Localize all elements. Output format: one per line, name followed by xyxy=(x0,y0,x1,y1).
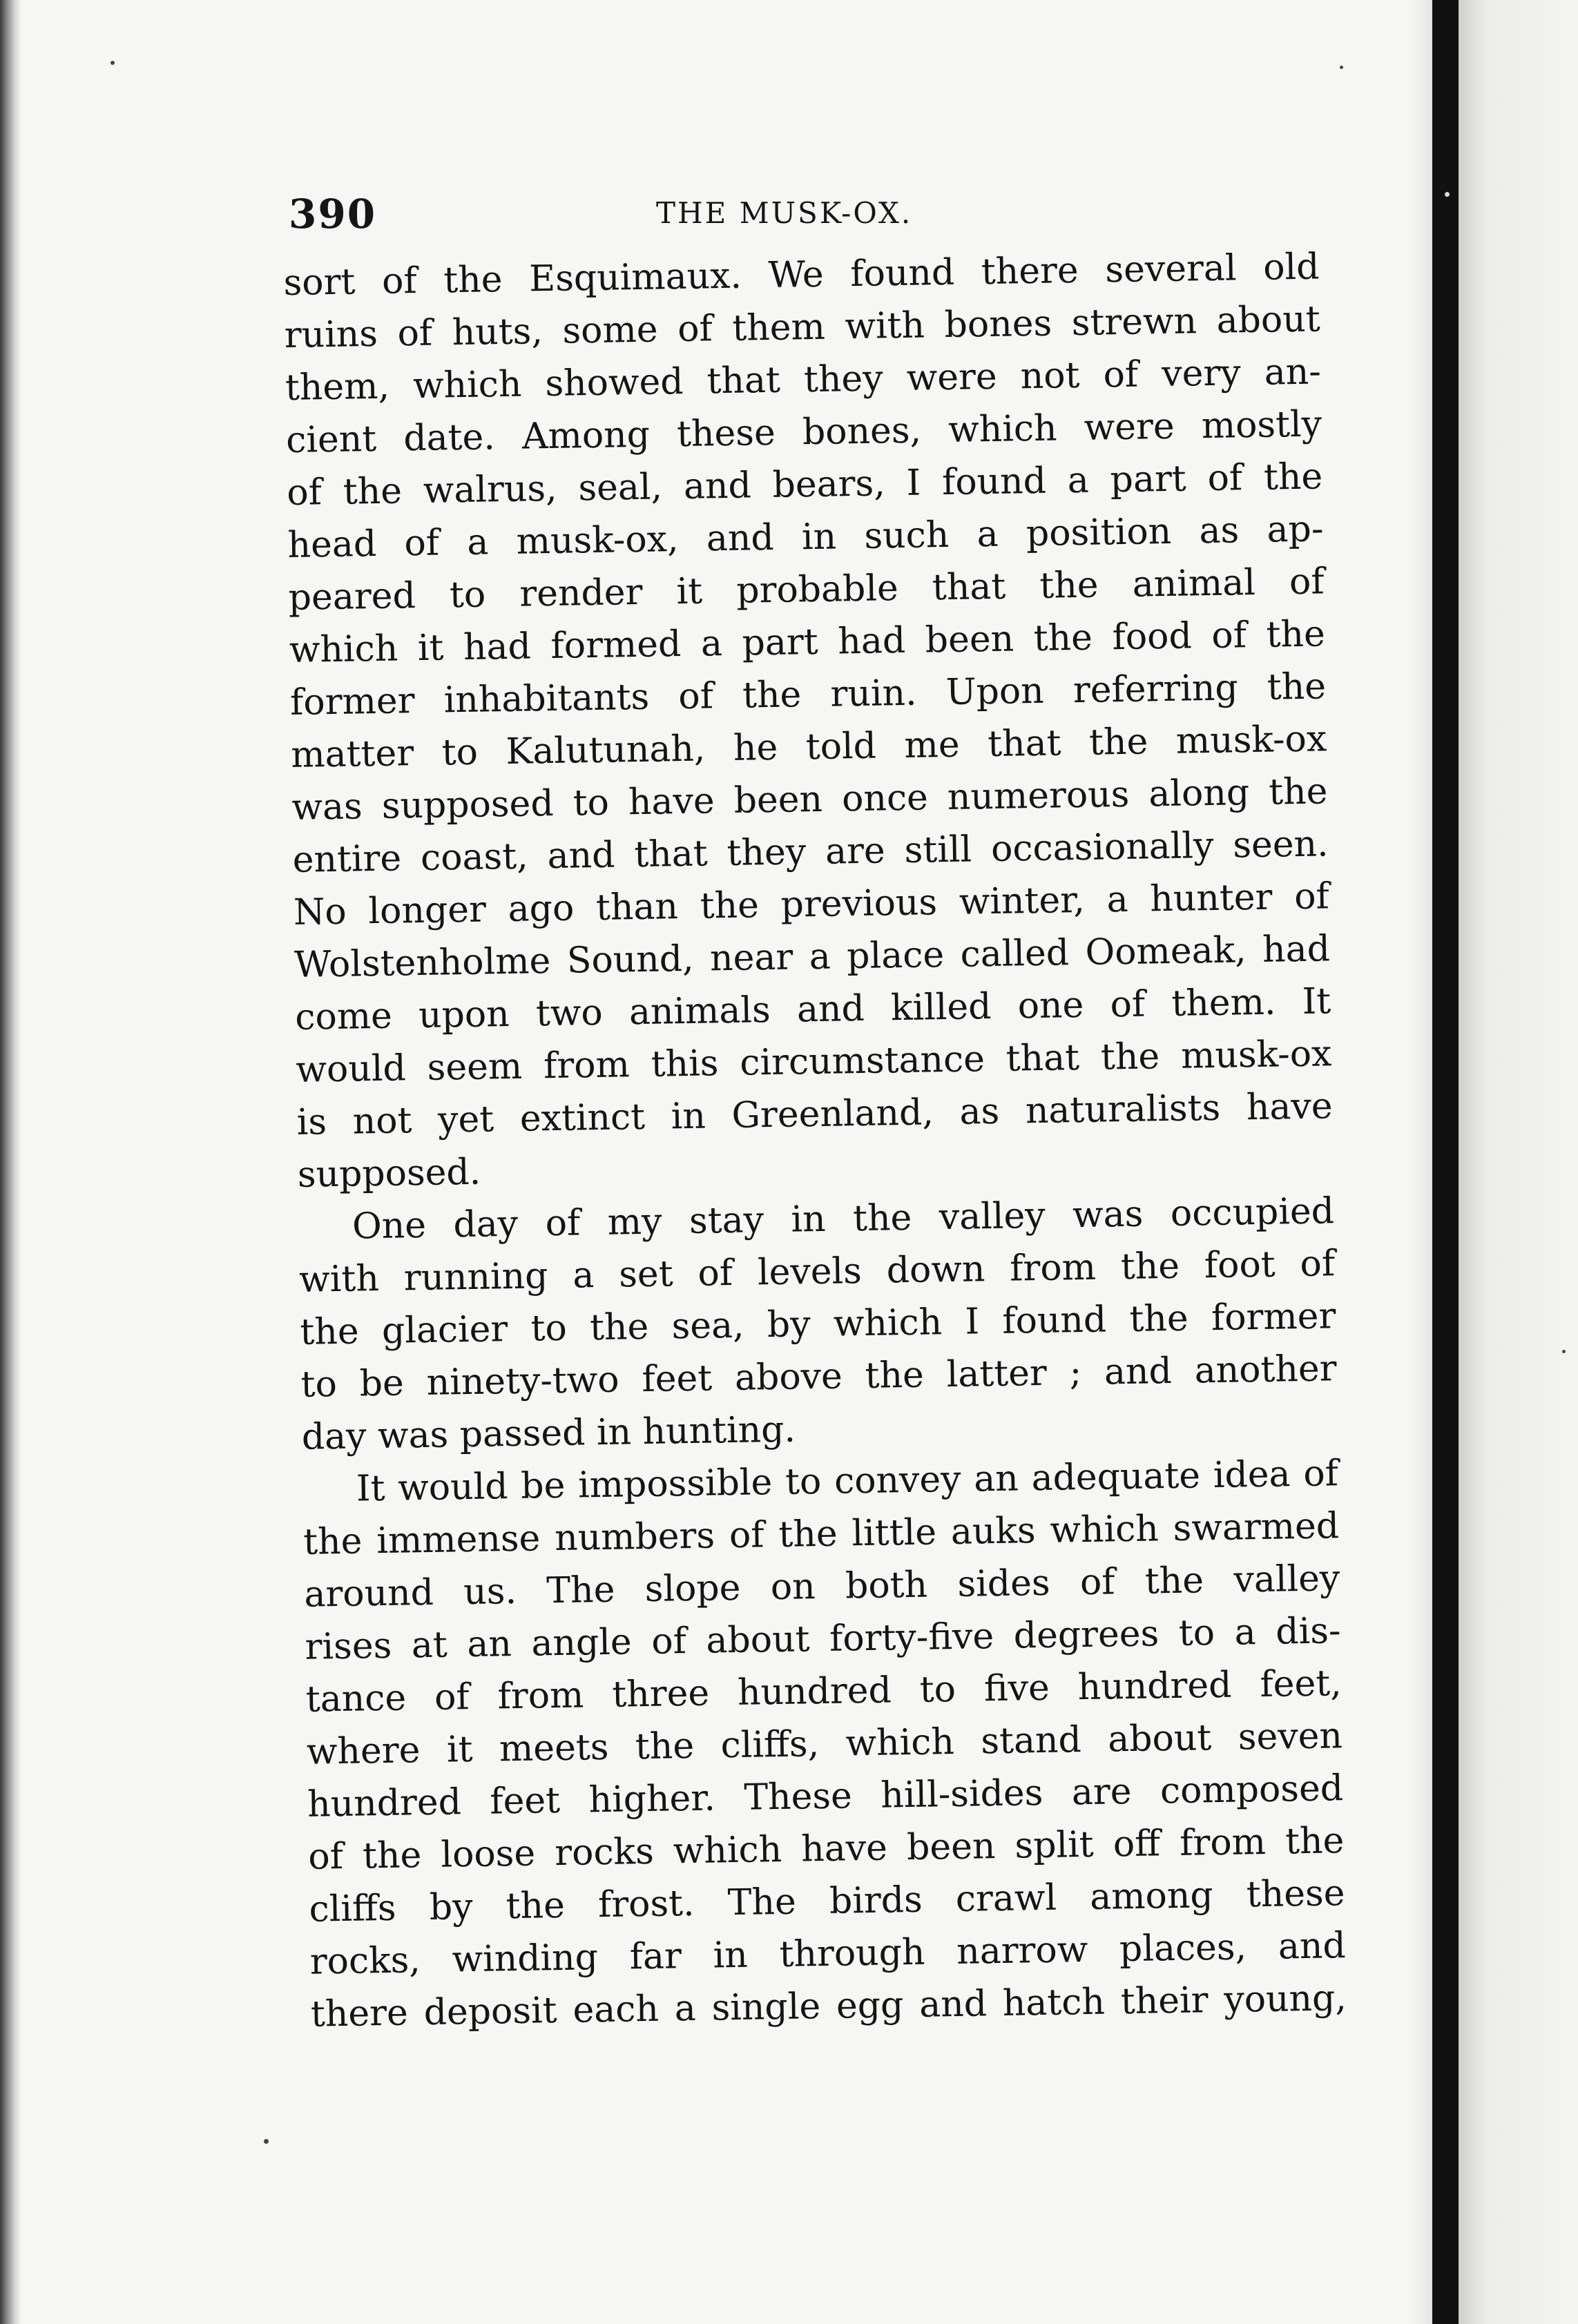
text-line: where it meets the cliffs, which stand about seven xyxy=(306,1715,1343,1773)
text-line: No longer ago than the previous winter, a hunter of xyxy=(293,875,1330,933)
print-speck xyxy=(264,2139,269,2144)
text-line: the immense numbers of the little auks which swarmed xyxy=(302,1505,1340,1563)
text-line: Wolstenholme Sound, near a place called Oomeak, had xyxy=(294,928,1331,986)
text-line: of the loose rocks which have been split off from the xyxy=(307,1820,1345,1878)
text-line: hundred feet higher. These hill-sides are composed xyxy=(307,1768,1344,1826)
text-line: day was passed in hunting. xyxy=(301,1408,796,1458)
text-line: with running a set of levels down from the foot of xyxy=(298,1243,1336,1301)
paragraph-3 xyxy=(302,1447,1347,2040)
text-line: One day of my stay in the valley was occupied xyxy=(352,1190,1335,1248)
text-line: which it had formed a part had been the food of the xyxy=(289,613,1326,671)
text-line: entire coast, and that they are still occasionally seen. xyxy=(292,823,1329,881)
text-line: them, which showed that they were not of very an- xyxy=(285,351,1322,409)
text-line: there deposit each a single egg and hatch their young, xyxy=(310,1977,1347,2035)
paragraph-2 xyxy=(298,1185,1338,1464)
print-speck xyxy=(1562,1350,1566,1353)
text-line: ruins of huts, some of them with bones strewn about xyxy=(284,298,1321,356)
body-text xyxy=(283,240,1347,2040)
text-line: to be ninety-two feet above the latter ; and another xyxy=(300,1348,1337,1406)
running-head: THE MUSK-OX. xyxy=(656,196,913,230)
binding-edge xyxy=(1432,0,1459,2324)
text-line: rocks, winding far in through narrow places, and xyxy=(309,1925,1347,1983)
text-line: rises at an angle of about forty-five degrees to a dis- xyxy=(305,1610,1341,1668)
text-line: come upon two animals and killed one of them. It xyxy=(294,980,1331,1038)
text-line: It would be impossible to convey an adequate idea of xyxy=(356,1453,1339,1510)
text-line: peared to render it probable that the animal of xyxy=(288,561,1325,619)
text-line: tance of from three hundred to five hundred feet, xyxy=(305,1663,1343,1721)
text-line: was supposed to have been once numerous along the xyxy=(291,771,1328,829)
text-line: would seem from this circumstance that the musk-ox xyxy=(296,1033,1332,1091)
text-line: the glacier to the sea, by which I found the former xyxy=(300,1295,1336,1353)
text-line: supposed. xyxy=(297,1151,481,1196)
paragraph-1 xyxy=(283,240,1334,1201)
text-line: of the walrus, seal, and bears, I found a part of the xyxy=(286,456,1323,514)
text-line: sort of the Esquimaux. We found there several old xyxy=(283,246,1320,304)
print-speck xyxy=(110,61,115,65)
text-line: matter to Kalutunah, he told me that the musk-ox xyxy=(290,718,1327,776)
facing-page-strip xyxy=(1459,0,1578,2324)
text-line: head of a musk-ox, and in such a position as ap- xyxy=(287,508,1324,566)
text-line: former inhabitants of the ruin. Upon referring the xyxy=(289,666,1327,724)
print-speck xyxy=(1445,192,1450,197)
text-line: cliffs by the frost. The birds crawl among these xyxy=(309,1872,1345,1930)
print-speck xyxy=(1340,66,1343,69)
text-line: around us. The slope on both sides of the valley xyxy=(303,1558,1340,1616)
page-header xyxy=(283,185,1333,247)
left-page-edge xyxy=(0,0,21,2324)
page-number: 390 xyxy=(289,191,377,238)
text-line: cient date. Among these bones, which were mostly xyxy=(285,403,1322,461)
text-line: is not yet extinct in Greenland, as naturalists have xyxy=(296,1085,1333,1143)
